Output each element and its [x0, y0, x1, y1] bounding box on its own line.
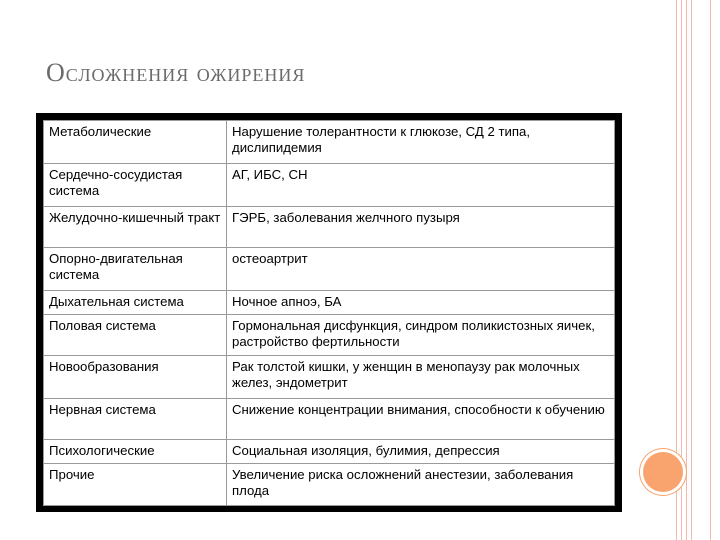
row-description: остеоартрит — [227, 248, 615, 291]
slide-title: Осложнения ожирения — [46, 58, 306, 87]
row-description: Рак толстой кишки, у женщин в менопаузу рак молочных желез, эндометрит — [227, 356, 615, 399]
table-row — [44, 121, 615, 164]
table-row — [44, 291, 615, 315]
row-description: Ночное апноэ, БА — [227, 291, 615, 315]
row-description: Гормональная дисфункция, синдром поликистозных яичек, растройство фертильности — [227, 315, 615, 356]
table-row — [44, 464, 615, 506]
decorative-frame-rail — [710, 0, 711, 540]
row-description: Социальная изоляция, булимия, депрессия — [227, 440, 615, 464]
row-category: Прочие — [44, 464, 227, 506]
decorative-circle — [643, 452, 683, 492]
decorative-frame-inner — [681, 0, 687, 540]
table-row — [44, 164, 615, 207]
row-description: Нарушение толерантности к глюкозе, СД 2 типа, дислипидемия — [227, 121, 615, 164]
row-description: Снижение концентрации внимания, способности к обучению — [227, 399, 615, 440]
table-row — [44, 399, 615, 440]
row-description: АГ, ИБС, СН — [227, 164, 615, 207]
table-row — [44, 315, 615, 356]
row-category: Сердечно-сосудистая система — [44, 164, 227, 207]
table-row — [44, 356, 615, 399]
row-category: Нервная система — [44, 399, 227, 440]
table-row — [44, 207, 615, 248]
complications-table — [36, 113, 622, 512]
row-category: Дыхательная система — [44, 291, 227, 315]
row-description: Увеличение риска осложнений анестезии, заболевания плода — [227, 464, 615, 506]
row-category: Половая система — [44, 315, 227, 356]
row-category: Желудочно-кишечный тракт — [44, 207, 227, 248]
row-category: Опорно-двигательная система — [44, 248, 227, 291]
table-row — [44, 248, 615, 291]
row-category: Психологические — [44, 440, 227, 464]
row-description: ГЭРБ, заболевания желчного пузыря — [227, 207, 615, 248]
row-category: Метаболические — [44, 121, 227, 164]
row-category: Новообразования — [44, 356, 227, 399]
table-row — [44, 440, 615, 464]
